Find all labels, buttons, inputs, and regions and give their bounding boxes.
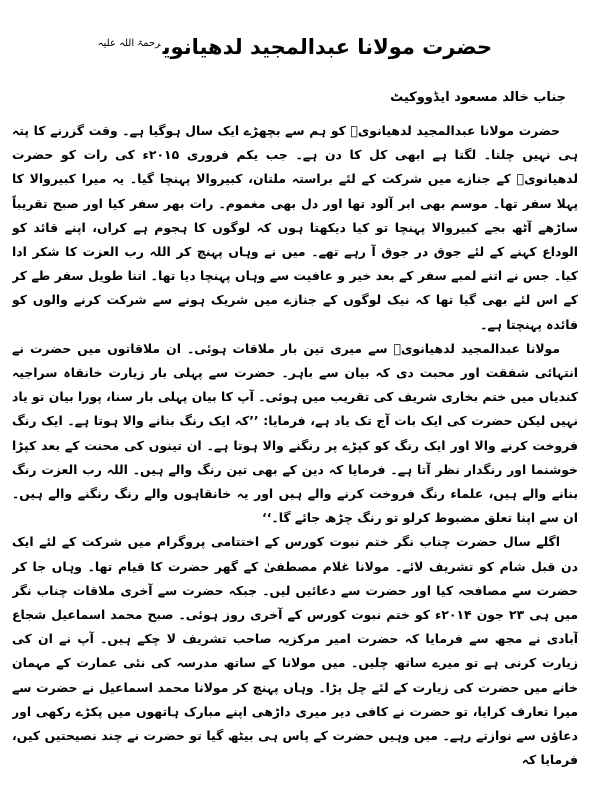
article-body (12, 119, 578, 800)
paragraph: مولانا عبدالمجید لدھیانویؒ سے میری تین بار ملاقات ہوئی۔ ان ملاقاتوں میں حضرت نے انتہائی شفقت اور محبت دی کہ بیان سے باہر۔ حضرت سے پہلی بار زیارت خانقاہ سراجیہ کندیاں میں ختم بخاری شریف کی تقریب میں ہوئی۔ آپ کا بیان پہلی بار سنا، پورا بیان تو یاد نہیں لیکن حضرت کی ایک بات آج تک یاد ہے، فرمایا: ’’کہ ایک رنگ بنانے والا ہوتا ہے۔ ایک رنگ فروخت کرنے والا اور ایک رنگ کو کپڑے پر رنگنے والا ہوتا ہے۔ ان تینوں کی محنت کے بعد کپڑا خوشنما اور رنگدار نظر آتا ہے۔ فرمایا کہ دین کے بھی تین رنگ والے ہیں۔ اللہ رب العزت رنگ بنانے والے ہیں، علماء رنگ فروخت کرنے والے ہیں اور یہ خانقاہوں والے رنگ رنگنے والے ہیں۔ ان سے اپنا تعلق مضبوط کرلو تو رنگ چڑھ جائے گا۔‘‘ (12, 340, 578, 526)
title-text: حضرت مولانا عبدالمجید لدھیانوی (162, 35, 493, 59)
page-title (0, 26, 590, 65)
author-byline: جناب خالد مسعود ایڈووکیٹ (390, 90, 566, 105)
paragraph: اگلے سال حضرت چناب نگر ختم نبوت کورس کے اختتامی پروگرام میں شرکت کے لئے ایک دن قبل شام کو تشریف لائے۔ مولانا غلام مصطفیٰ کے گھر حضرت کا قیام تھا۔ وہاں جا کر حضرت سے مصافحہ کیا اور حضرت سے دعائیں لیں۔ جبکہ حضرت سے آخری ملاقات چناب نگر میں ہی ۲۳ جون ۲۰۱۴ء کو ختم نبوت کورس کے آخری روز ہوئی۔ صبح محمد اسماعیل شجاع آبادی نے مجھ سے فرمایا کہ حضرت امیر مرکزیہ صاحب تشریف لا چکے ہیں۔ آپ نے ان کی زیارت کرنی ہے تو میرے ساتھ چلیں۔ میں مولانا کے ساتھ مدرسہ کی نئی عمارت کے مہمان خانے میں حضرت کی زیارت کے لئے چل پڑا۔ وہاں پہنچ کر مولانا محمد اسماعیل نے حضرت سے میرا تعارف کرایا، تو حضرت نے کافی دیر میری داڑھی اپنے مبارک ہاتھوں میں پکڑے رکھی اور دعاؤں سے نوازتے رہے۔ میں وہیں حضرت کے پاس ہی بیٹھ گیا تو حضرت نے چند نصیحتیں کیں، فرمایا کہ (12, 534, 578, 768)
honorific-mark: رحمۃ اللہ علیہ (97, 38, 161, 49)
paragraph: حضرت مولانا عبدالمجید لدھیانویؒ کو ہم سے بچھڑے ایک سال ہوگیا ہے۔ وقت گزرنے کا پتہ ہی نہیں چلتا۔ لگتا ہے ابھی کل کا دن ہے۔ جب یکم فروری ۲۰۱۵ء کی رات کو حضرت لدھیانویؒ کے جنازے میں شرکت کے لئے براستہ ملتان، کبیروالا پہنچا گیا۔ یہ میرا کبیروالا کا پہلا سفر تھا۔ موسم بھی ابر آلود تھا اور دل بھی مغموم۔ رات بھر سفر کیا اور صبح تقریباً ساڑھے آٹھ بجے کبیروالا پہنچا تو کیا دیکھتا ہوں کہ لوگوں کا ہجوم ہے کراں، اپنے قائد کو الوداع کہنے کے لئے جوق در جوق آ رہے تھے۔ میں نے وہاں پہنچ کر اللہ رب العزت کا شکر ادا کیا۔ جس نے اتنے لمبے سفر کے بعد خیر و عافیت سے وہاں پہنچا دیا تھا۔ اتنا طویل سفر طے کر کے اس لئے بھی گیا تھا کہ نیک لوگوں کے جنازے میں شریک ہونے سے شرکت کرنے والوں کو فائدہ پہنچتا ہے۔ (12, 123, 578, 332)
